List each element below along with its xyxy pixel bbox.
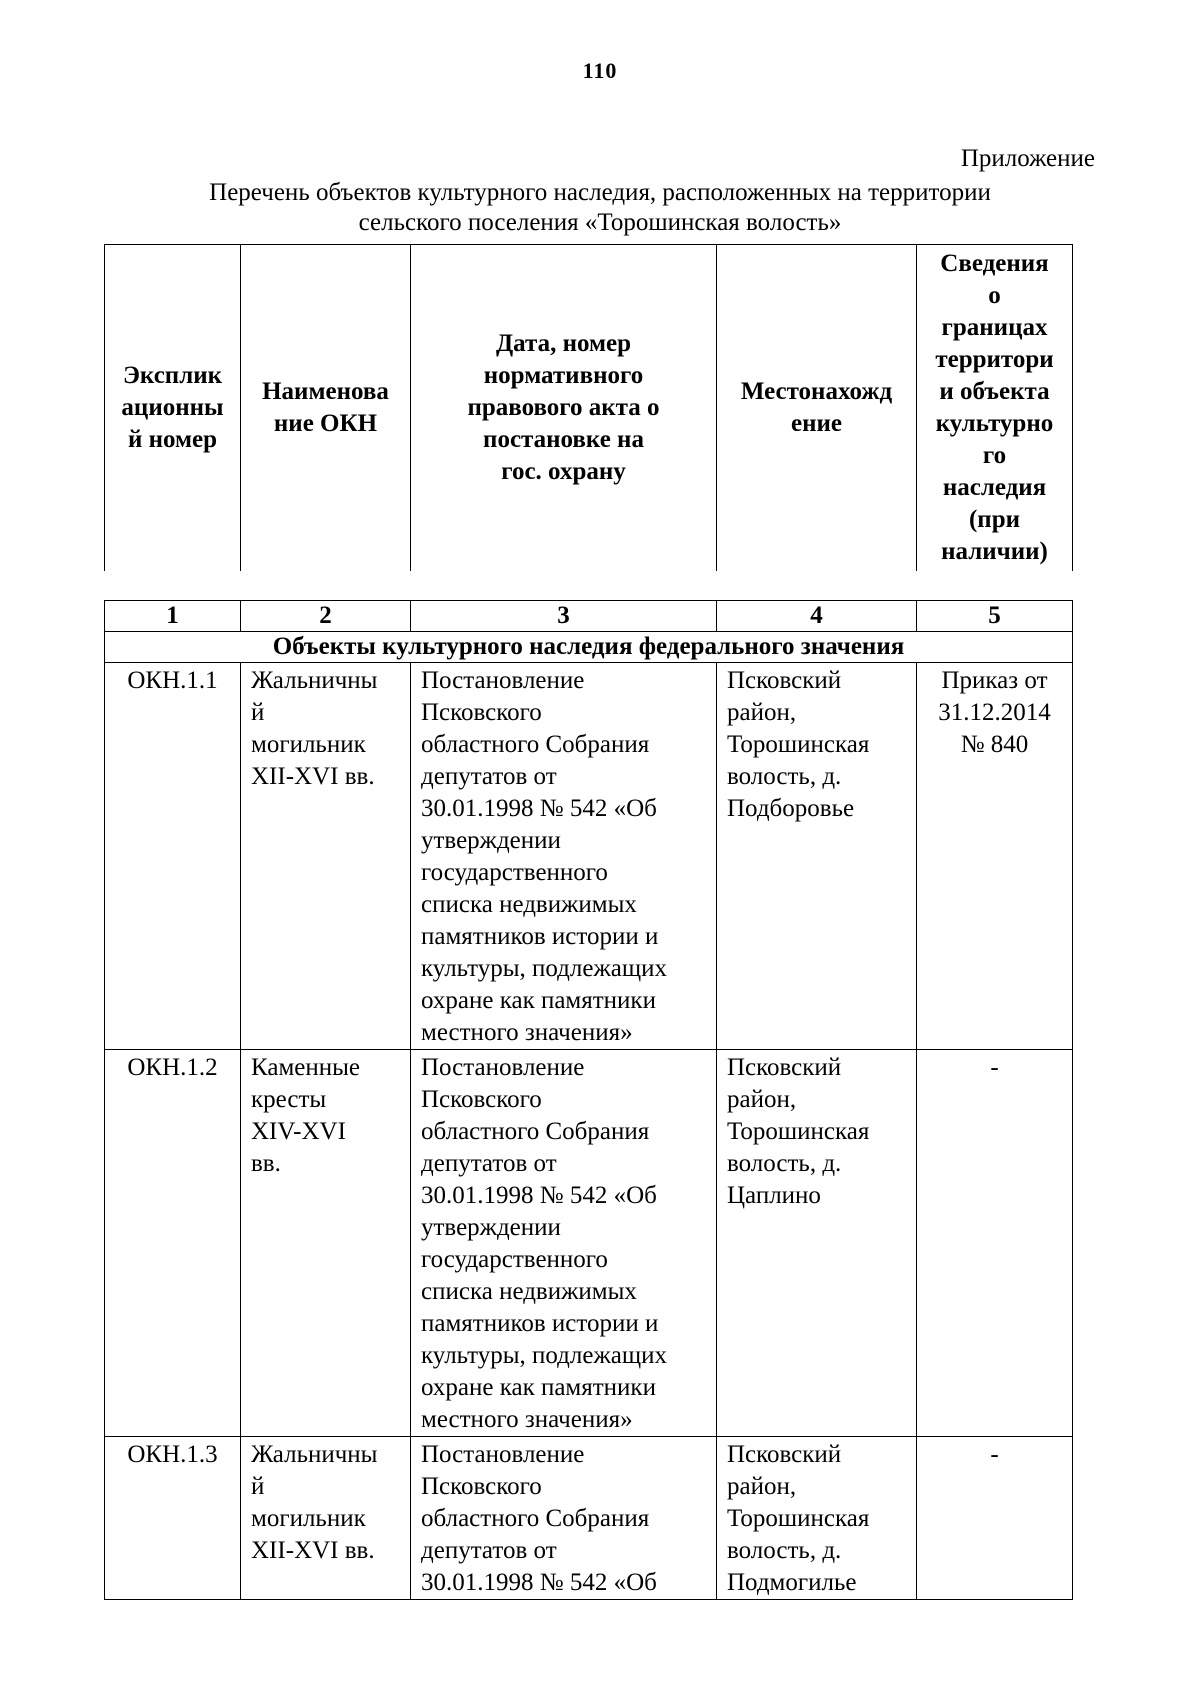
boundaries-cell bbox=[917, 1437, 1073, 1600]
text-line: о bbox=[988, 282, 1001, 309]
text-line: могильник bbox=[251, 731, 366, 758]
text-line: Псковского bbox=[421, 1086, 542, 1113]
text-line: утверждении bbox=[421, 1214, 561, 1241]
text-line: - bbox=[990, 1441, 999, 1468]
text-line: волость, д. bbox=[727, 1150, 842, 1177]
text-line: границах bbox=[941, 314, 1048, 341]
explication-number-cell: ОКН.1.2 bbox=[105, 1050, 241, 1437]
text-line: Торошинская bbox=[727, 731, 870, 758]
text-line: Псковский bbox=[727, 1441, 842, 1468]
column-header-legal-act bbox=[411, 245, 717, 572]
explication-number-cell: ОКН.1.1 bbox=[105, 663, 241, 1050]
text-line: район, bbox=[727, 1473, 797, 1500]
text-line: район, bbox=[727, 1086, 797, 1113]
text-line: Дата, номер bbox=[495, 330, 632, 357]
appendix-label: Приложение bbox=[960, 145, 1095, 172]
text-line: гос. охрану bbox=[501, 458, 626, 485]
text-line: Псковского bbox=[421, 1473, 542, 1500]
text-line: волость, д. bbox=[727, 1537, 842, 1564]
text-line: и объекта bbox=[939, 378, 1050, 405]
column-number: 5 bbox=[917, 601, 1073, 632]
location-cell bbox=[717, 1437, 917, 1600]
text-line: XIV-XVI bbox=[251, 1118, 346, 1145]
text-line: областного Собрания bbox=[421, 731, 650, 758]
text-line: областного Собрания bbox=[421, 1505, 650, 1532]
text-line: культурно bbox=[935, 410, 1054, 437]
text-line: 30.01.1998 № 542 «Об bbox=[421, 1182, 657, 1209]
legal-act-cell bbox=[411, 663, 717, 1050]
text-line: областного Собрания bbox=[421, 1118, 650, 1145]
text-line: Подмогилье bbox=[727, 1569, 857, 1596]
text-line: 31.12.2014 bbox=[938, 699, 1051, 726]
text-line: Жальничны bbox=[251, 667, 378, 694]
header-row bbox=[105, 245, 1073, 572]
text-line: Эксплик bbox=[122, 362, 223, 389]
column-header-boundaries bbox=[917, 245, 1073, 572]
text-line: Псковского bbox=[421, 699, 542, 726]
location-cell bbox=[717, 663, 917, 1050]
text-line: депутатов от bbox=[421, 1150, 557, 1177]
text-line: й номер bbox=[127, 426, 218, 453]
text-line: го bbox=[982, 442, 1007, 469]
text-line: Сведения bbox=[940, 250, 1049, 277]
text-line: памятников истории и bbox=[421, 1310, 659, 1337]
text-line: (при bbox=[968, 506, 1021, 533]
title-line-2: сельского поселения «Торошинская волость» bbox=[358, 209, 842, 236]
text-line: культуры, подлежащих bbox=[421, 1342, 667, 1369]
text-line: й bbox=[251, 1473, 265, 1500]
text-line: Торошинская bbox=[727, 1505, 870, 1532]
page-number: 110 bbox=[582, 58, 618, 83]
text-line: охране как памятники bbox=[421, 1374, 656, 1401]
text-line: охране как памятники bbox=[421, 987, 656, 1014]
column-header-location bbox=[717, 245, 917, 572]
text-line: - bbox=[990, 1054, 999, 1081]
text-line: № 840 bbox=[960, 731, 1029, 758]
document-title bbox=[100, 178, 1100, 238]
text-line: район, bbox=[727, 699, 797, 726]
text-line: волость, д. bbox=[727, 763, 842, 790]
text-line: нормативного bbox=[483, 362, 644, 389]
okn-name-cell bbox=[241, 663, 411, 1050]
column-numbers-row bbox=[105, 601, 1073, 632]
location-cell bbox=[717, 1050, 917, 1437]
legal-act-cell bbox=[411, 1437, 717, 1600]
text-line: государственного bbox=[421, 859, 608, 886]
legal-act-cell bbox=[411, 1050, 717, 1437]
text-line: ние ОКН bbox=[273, 410, 378, 437]
text-line: списка недвижимых bbox=[421, 1278, 637, 1305]
text-line: памятников истории и bbox=[421, 923, 659, 950]
text-line: Подборовье bbox=[727, 795, 855, 822]
text-line: постановке на bbox=[483, 426, 644, 453]
text-line: наследия bbox=[942, 474, 1047, 501]
column-header-explication-number bbox=[105, 245, 241, 572]
text-line: местного значения» bbox=[421, 1019, 633, 1046]
text-line: депутатов от bbox=[421, 763, 557, 790]
text-line: XII-XVI вв. bbox=[251, 763, 375, 790]
text-line: Каменные bbox=[251, 1054, 361, 1081]
text-line: государственного bbox=[421, 1246, 608, 1273]
text-line: Торошинская bbox=[727, 1118, 870, 1145]
text-line: 30.01.1998 № 542 «Об bbox=[421, 795, 657, 822]
text-line: территори bbox=[935, 346, 1054, 373]
column-number: 4 bbox=[717, 601, 917, 632]
text-line: ение bbox=[790, 410, 842, 437]
text-line: местного значения» bbox=[421, 1406, 633, 1433]
header-table bbox=[104, 244, 1073, 571]
text-line: Постановление bbox=[421, 1441, 585, 1468]
text-line: Постановление bbox=[421, 667, 585, 694]
column-header-okn-name bbox=[241, 245, 411, 572]
text-line: списка недвижимых bbox=[421, 891, 637, 918]
title-line-1: Перечень объектов культурного наследия, расположенных на территории bbox=[209, 179, 991, 206]
table-row bbox=[105, 663, 1073, 1050]
text-line: правового акта о bbox=[467, 394, 660, 421]
column-number: 2 bbox=[241, 601, 411, 632]
text-line: ационны bbox=[121, 394, 224, 421]
section-title: Объекты культурного наследия федерального значения bbox=[105, 632, 1073, 663]
column-number: 1 bbox=[105, 601, 241, 632]
text-line: вв. bbox=[251, 1150, 281, 1177]
text-line: й bbox=[251, 699, 265, 726]
objects-table bbox=[104, 600, 1073, 1600]
text-line: Жальничны bbox=[251, 1441, 378, 1468]
boundaries-cell bbox=[917, 1050, 1073, 1437]
section-row bbox=[105, 632, 1073, 663]
text-line: наличии) bbox=[941, 538, 1048, 565]
table-row bbox=[105, 1050, 1073, 1437]
column-number: 3 bbox=[411, 601, 717, 632]
text-line: 30.01.1998 № 542 «Об bbox=[421, 1569, 657, 1596]
okn-name-cell bbox=[241, 1050, 411, 1437]
boundaries-cell bbox=[917, 663, 1073, 1050]
text-line: XII-XVI вв. bbox=[251, 1537, 375, 1564]
text-line: депутатов от bbox=[421, 1537, 557, 1564]
text-line: Цаплино bbox=[727, 1182, 821, 1209]
text-line: Псковский bbox=[727, 1054, 842, 1081]
table-row bbox=[105, 1437, 1073, 1600]
text-line: утверждении bbox=[421, 827, 561, 854]
text-line: Псковский bbox=[727, 667, 842, 694]
text-line: могильник bbox=[251, 1505, 366, 1532]
text-line: кресты bbox=[251, 1086, 327, 1113]
text-line: Наименова bbox=[262, 378, 389, 405]
text-line: культуры, подлежащих bbox=[421, 955, 667, 982]
text-line: Постановление bbox=[421, 1054, 585, 1081]
text-line: Приказ от bbox=[941, 667, 1048, 694]
text-line: Местонахожд bbox=[740, 378, 893, 405]
explication-number-cell: ОКН.1.3 bbox=[105, 1437, 241, 1600]
okn-name-cell bbox=[241, 1437, 411, 1600]
